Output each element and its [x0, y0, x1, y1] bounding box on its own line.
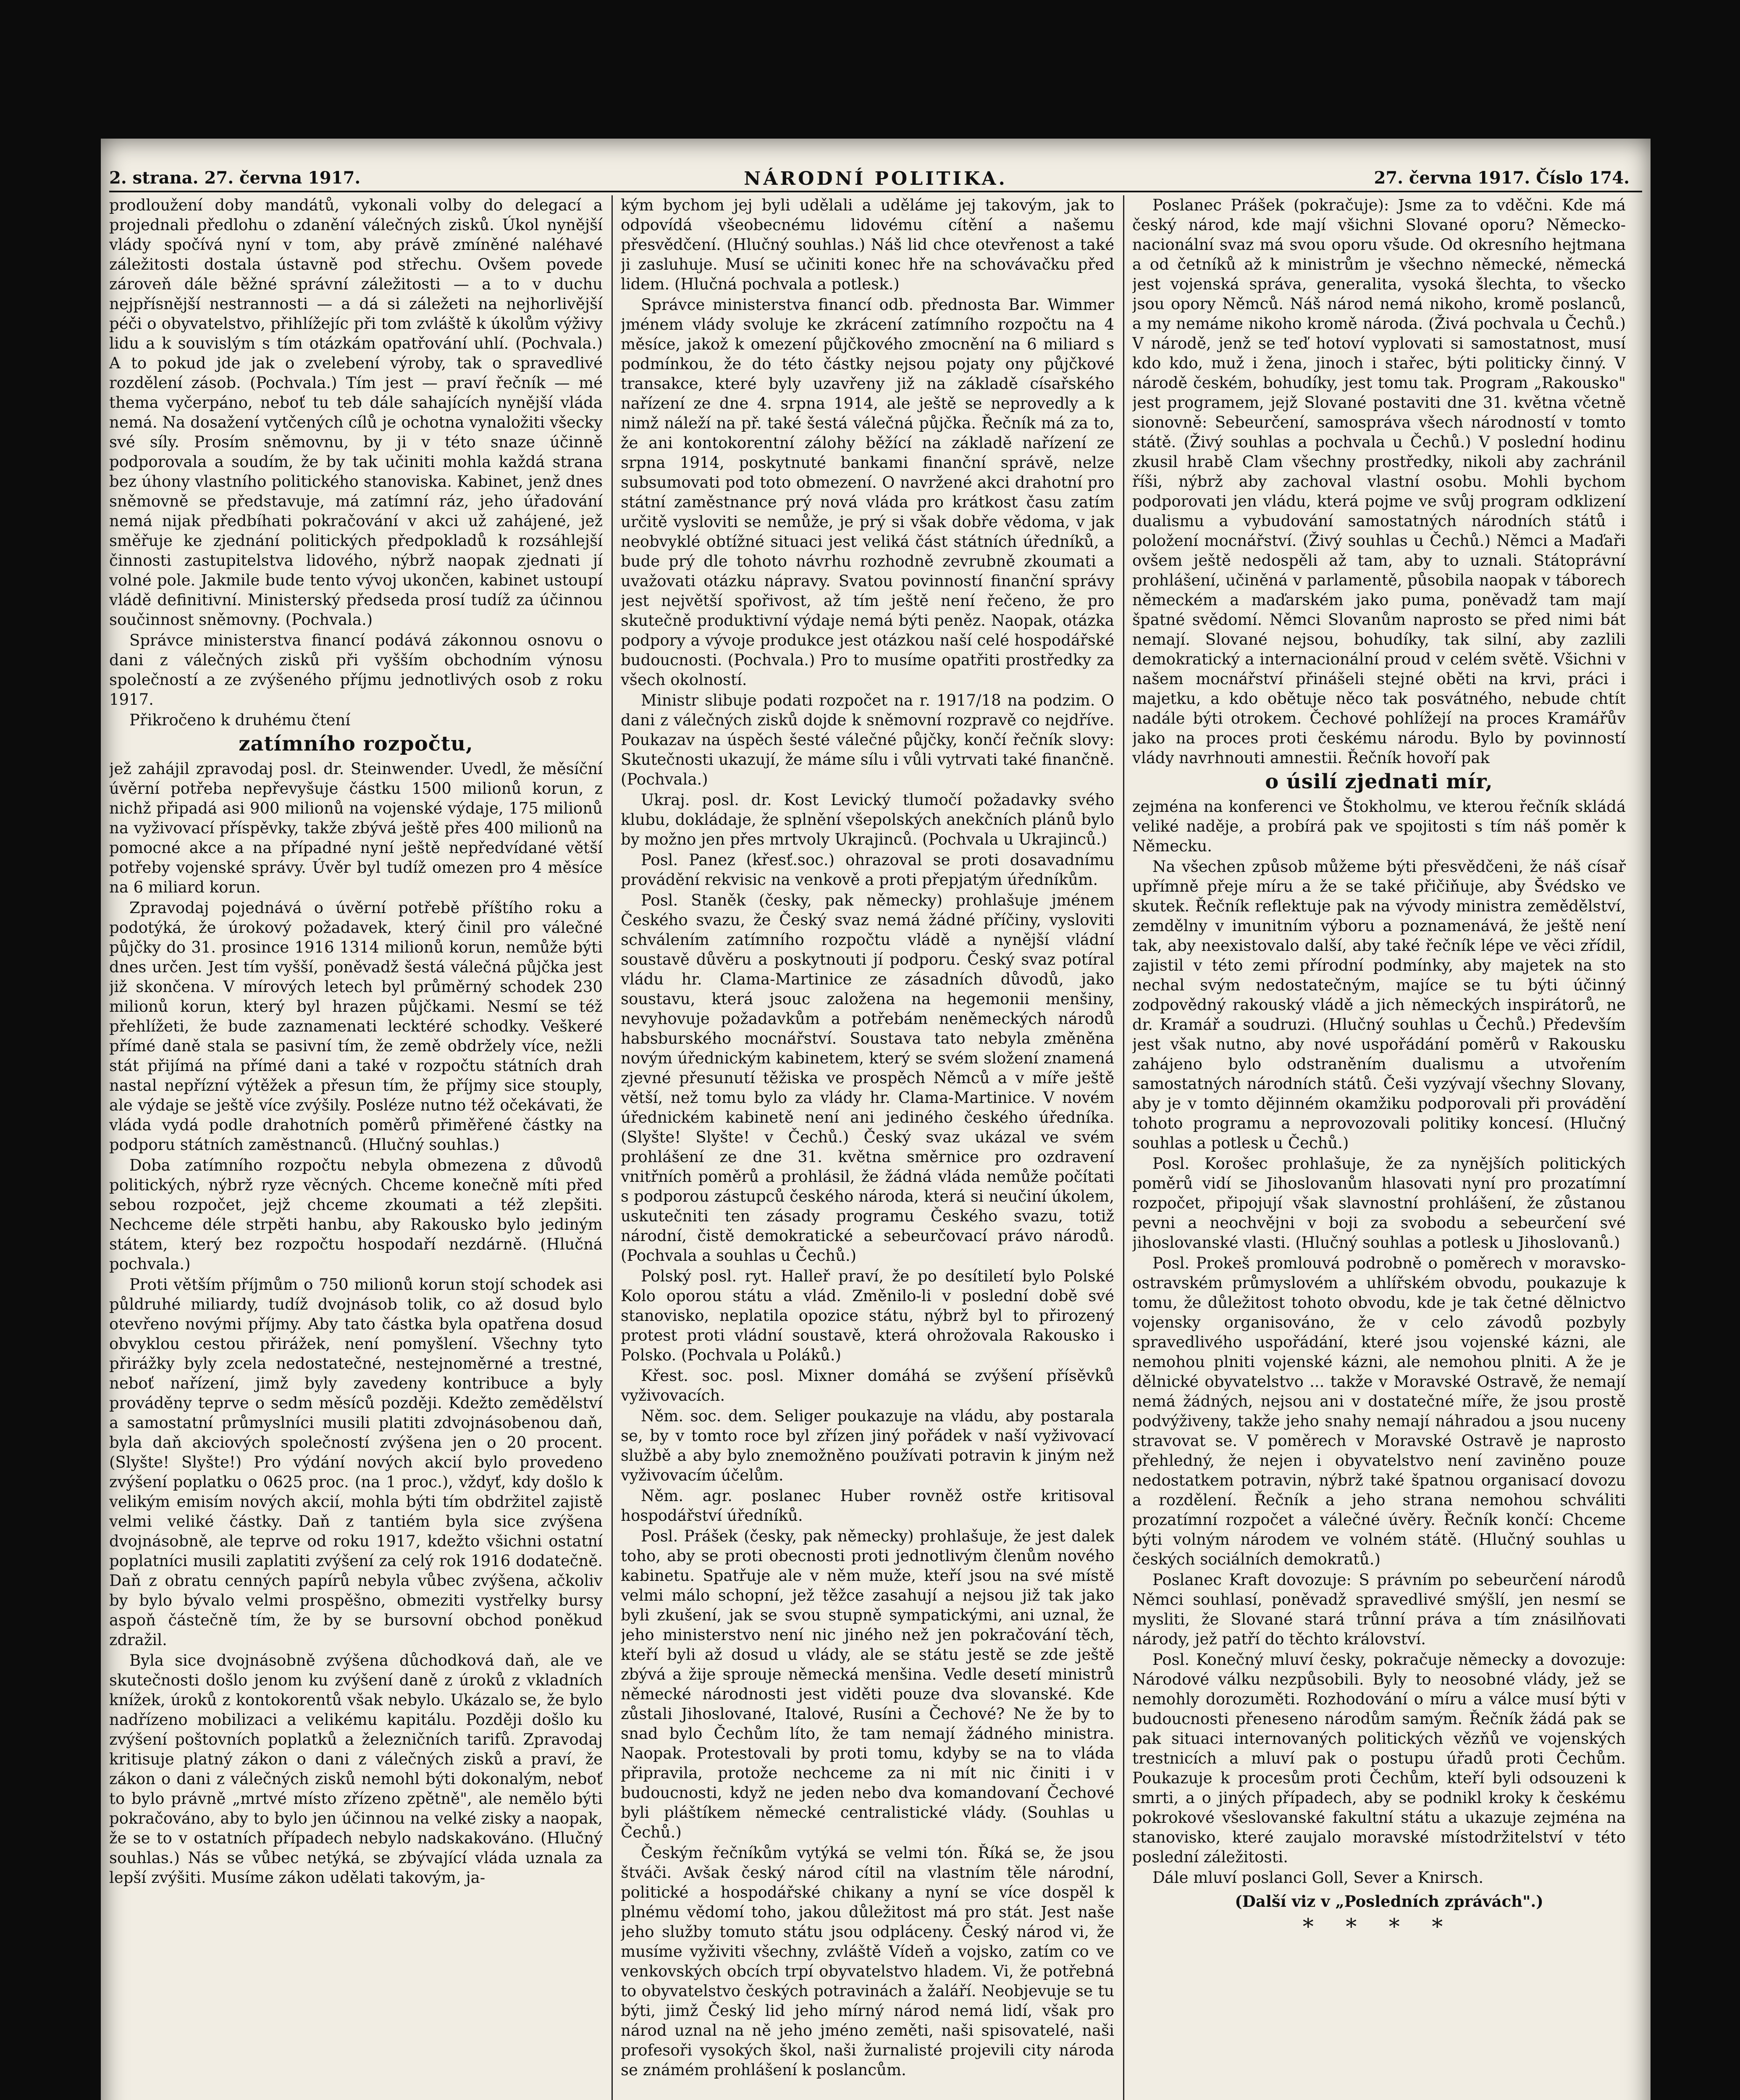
paragraph: Správce ministerstva financí podává zákonnou osnovu o dani z válečných zisků při vyšším obchodním výnosu společností a ze zvýšeného příjmu jednotlivých osob z roku 1917. [109, 631, 603, 709]
column-divider [1123, 195, 1124, 2100]
paragraph: Polský posl. ryt. Halleř praví, že po desítiletí bylo Polské Kolo oporou státu a vlád. Změnilo-li v poslední době své stanovisko, neplatila opozice státu, nýbrž byl to přirozený protest proti vládní soustavě, která ohrožovala Rakousko i Polsko. (Pochvala u Poláků.) [621, 1267, 1114, 1364]
paragraph: Křest. soc. posl. Mixner domáhá se zvýšení přísěvků vyživovacích. [621, 1367, 1114, 1404]
paragraph: Byla sice dvojnásobně zvýšena důchodková daň, ale ve skutečnosti došlo jenom ku zvýšení daně z úroků z vkladních knížek, úroků z kontokorentů však nebylo. Ukázalo se, že bylo nadřízeno mobilizaci a velikému kapitálu. Později došlo ku zvýšení poštovních poplatků a železničních tarifů. Zpravodaj kritisuje platný zákon o dani z válečných zisků a praví, že zákon o dani z válečných zisků nemohl býti dokonalým, neboť to bylo právně „mrtvé místo zřízeno zpětně", ale nemělo býti pokračováno, aby to bylo jen účinnou na velké zisky a naopak, že se to v ostatních případech nebylo nadskakováno. (Hlučný souhlas.) Nás se vůbec netýká, se zbývající vláda uznala za lepší zvýšiti. Musíme zákon udělati takovým, ja- [109, 1651, 603, 1887]
section-heading: zatímního rozpočtu, [239, 732, 473, 756]
paragraph: kým bychom jej byli udělali a uděláme jej takovým, jak to odpovídá všeobecnému lidovému cítění a našemu přesvědčení. (Hlučný souhlas.) Náš lid chce otevřenost a také ji zasluhuje. Musí se učiniti konec hře na schovávačku před lidem. (Hlučná pochvala a potlesk.) [621, 196, 1114, 293]
paragraph: Přikročeno k druhému čtení [129, 711, 351, 729]
paragraph: Poslanec Kraft dovozuje: S právním po sebeurčení národů Němci souhlasí, poněvadž spravedlivé smýšlí, jen nesmí se mysliti, že Slované stará trůnní práva a tím znásilňovati národy, jež patří do těchto království. [1132, 1571, 1626, 1648]
end-mark: * * * * [1302, 1914, 1456, 1940]
paragraph: Posl. Konečný mluví česky, pokračuje německy a dovozuje: Národové válku nezpůsobili. Byly to neosobné vlády, jež se nemohly dorozuměti. Rozhodování o míru a válce musí býti v budoucnosti přeneseno národům samým. Řečník žádá pak se pak situaci internovaných politických vězňů ve vojenských trestnicích a mluví pak o postupu úřadů proti Čechům. Poukazuje k procesům proti Čechům, kteří byli odsouzeni k smrti, a o jiných případech, aby se podnikl kroky k českému pokrokové všeslovanské fakultní státu a ukazuje zejména na stanovisko, které zaujalo moravské místodržitelství v této poslední záležitosti. [1132, 1651, 1626, 1866]
paragraph: Zpravodaj pojednává o úvěrní potřebě příštího roku a podotýká, že úrokový požadavek, který činil pro válečné půjčky do 31. prosince 1916 1314 milionů korun, nemůže býti dnes určen. Jest tím vyšší, poněvadž šestá válečná půjčka jest již skončena. V mírových letech byl průměrný schodek 230 milionů korun, který byl hrazen půjčkami. Nesmí se též přehlížeti, že bude zaznamenati lecktéré schodky. Veškeré přímé daně stala se pasivní tím, že země obdržely více, nežli stát přijímá na přímé dani a také v rozpočtu státních drah nastal nepřízní výtěžek a přesun tím, že příjmy sice stouply, ale výdaje se ještě více zvýšily. Posléze nutno též očekávati, že vláda vydá podle drahotních poměrů přiměřené částky na podporu státních zaměstnanců. (Hlučný souhlas.) [109, 899, 603, 1154]
page-header [109, 168, 1642, 190]
paragraph: Poslanec Prášek (pokračuje): Jsme za to vděčni. Kde má český národ, kde mají všichni Slované oporu? Německo-nacionální svaz má svou oporu všude. Od okresního hejtmana a od četníků až k ministrům je všechno německé, německá jest vojenská správa, generalita, vysoká šlechta, to všecko jsou opory Němců. Náš národ nemá nikoho, kromě poslanců, a my nemáme nikoho kromě národa. (Živá pochvala u Čechů.) V národě, jenž se teď hotoví vyplovati si samostatnost, musí kdo kdo, muž i žena, jinoch i stařec, býti politicky činný. V národě českém, bohudíky, jest tomu tak. Program „Rakousko" jest programem, jejž Slované postaviti dne 31. května včetně sionovně: Sebeurčení, samospráva všech národností v tomto státě. (Živý souhlas a pochvala u Čechů.) V poslední hodinu zkusil hrabě Clam všechny prostředky, nikoli aby zachránil říši, nýbrž aby zachoval vlastní osobu. Mohli bychom podporovati jen vládu, která pojme ve svůj program odklizení dualismu a vybudování samostatných národních států i položení mocnářství. (Živý souhlas u Čechů.) Němci a Maďaři ovšem ještě nedospěli až tam, aby to uznali. Státoprávní prohlášení, učiněná v parlamentě, působila naopak v táborech německém a maďarském jako puma, poněvadž tam mají špatné svědomí. Němci Slovanům naprosto se před nimi bát nemají. Slované nejsou, bohudíky, tak silní, aby zazlili demokratický a internacionální proud v celém světě. Všichni v našem mocnářství přinášeli stejné oběti na krvi, práci i majetku, a kdo obětuje něco tak posvátného, nebude chtít nadále býti otrokem. Čechové pohlížejí na proces Kramářův jako na proces proti českému národu. Bylo by povinností vlády navrhnouti amnestii. Řečník hovoří pak [1132, 196, 1626, 767]
header-rule [109, 191, 1642, 192]
header-page-info: 2. strana. 27. června 1917. [109, 168, 361, 188]
header-issue-info: 27. června 1917. Číslo 174. [1374, 168, 1630, 188]
paragraph: Posl. Staněk (česky, pak německy) prohlašuje jménem Českého svazu, že Český svaz nemá žádné příčiny, vysloviti schválením zatímního rozpočtu vládě a nynější vládní soustavě důvěru a poskytnouti jí podporu. Český svaz potíral vládu hr. Clama-Martinice ze zásadních důvodů, jako soustavu, která jsouc založena na hegemonii menšiny, nevyhovuje požadavkům a potřebám neněmeckých národů habsburského mocnářství. Soustava tato nebyla změněna novým úřednickým kabinetem, který se svém složení znamená zjevné přesunutí těžiska ve prospěch Němců a v míře ještě větší, než tomu bylo za vlády hr. Clama-Martinice. V novém úřednickém kabinetě není ani jediného českého úředníka. (Slyšte! Slyšte! v Čechů.) Český svaz ukázal ve svém prohlášení ze dne 31. května směrnice pro ozdravení vnitřních poměrů a prohlásil, že žádná vláda nemůže počítati s podporou zástupců českého národa, která si neučiní úkolem, uskutečniti ten zásady programu Českého svazu, totiž národní, čistě demokratické a sebeurčovací právo národů. (Pochvala a souhlas u Čechů.) [621, 891, 1114, 1265]
paragraph: zejména na konferenci ve Štokholmu, ve kterou řečník skládá veliké naděje, a probírá pak ve spojitosti s tím náš poměr k Německu. [1132, 798, 1626, 855]
paragraph: Na všechen způsob můžeme býti přesvědčeni, že náš císař upřímně přeje míru a že se také přičiňuje, aby Švédsko ve skutek. Řečník reflektuje pak na vývody ministra zemědělství, zemdělny v imunitním výboru a poznamenává, že ještě není tak, aby neexistovalo další, aby také řečník lépe ve věci zřídil, zajistil v této zemi přírodní podmínky, aby majetek na sto nechal svým nedostatečným, majíce se tu býti účinný zodpovědný rakouský vládě a jich německých inspirátorů, ne dr. Kramář a soudruzi. (Hlučný souhlas u Čechů.) Především jest však nutno, aby nové uspořádání poměrů v Rakousku zahájeno bylo odstraněním dualismu a utvořením samostatných národních států. Češi vyzývají všechny Slovany, aby je v tomto dějinném okamžiku podporovali při provádění tohoto programu a neprovozovali politiky koncesí. (Hlučný souhlas a potlesk u Čechů.) [1132, 858, 1626, 1152]
paragraph: Ministr slibuje podati rozpočet na r. 1917/18 na podzim. O dani z válečných zisků dojde k sněmovní rozpravě co nejdříve. Poukazav na úspěch šesté válečné půjčky, končí řečník slovy: Skutečnosti ukazují, že máme sílu i vůli vytrvati také finančně. (Pochvala.) [621, 691, 1114, 788]
paragraph: jež zahájil zpravodaj posl. dr. Steinwender. Uvedl, že měsíční úvěrní potřeba nepřevyšuje částku 1500 milionů korun, z nichž připadá asi 900 milionů na vojenské výdaje, 175 milionů na vyživovací příspěvky, takže zbývá ještě přes 400 milionů na pomocné akce a na případné nyní ještě nepředvídané větší potřeby vojenské správy. Úvěr byl tudíž omezen pro 4 měsíce na 6 miliard korun. [109, 760, 603, 896]
paragraph: Proti větším příjmům o 750 milionů korun stojí schodek asi půldruhé miliardy, tudíž dvojnásob tolik, co až dosud bylo otevřeno novými příjmy. Aby tato částka byla opatřena dosud obvyklou cestou přirážek, není pomyšlení. Všechny tyto přirážky byly zcela nedostatečné, nestejnoměrné a trestné, neboť nařízení, jimž byly zavedeny kontribuce a byly prováděny teprve o sedm měsíců později. Kdežto zemědělství a samostatní průmyslníci musili platiti zdvojnásobenou daň, byla daň akciových společností zvýšena jen o 20 procent. (Slyšte! Slyšte!) Pro výdání nových akcií bylo provedeno zvýšení poplatku o 0625 proc. (na 1 proc.), vždyť, kdy došlo k velikým emisím nových akcií, mohla býti tím obdržitel zajistě velmi veliké částky. Daň z tantiém byla sice zvýšena dvojnásobně, ale teprve od roku 1917, kdežto všichni ostatní poplatníci musili zaplatiti zvýšení za celý rok 1916 dodatečně. Daň z obratu cenných papírů nebyla vůbec zvýšena, ačkoliv by bylo bývalo velmi prospěšno, obmeziti vystřelky bursy aspoň částečně tím, že by se bursovní obchod poněkud zdražil. [109, 1276, 603, 1649]
paragraph: Ukraj. posl. dr. Kost Levický tlumočí požadavky svého klubu, dokládaje, že splnění všepolských anekčních plánů bylo by možno jen přes mrtvoly Ukrajinců. (Pochvala u Ukrajinců.) [621, 791, 1114, 848]
paragraph: Správce ministerstva financí odb. přednosta Bar. Wimmer jménem vlády svoluje ke zkrácení zatímního rozpočtu na 4 měsíce, jakož k omezení půjčkového zmocnění na 6 miliard s podmínkou, že do této částky nejsou pojaty ony půjčkové transakce, které byly uzavřeny již na základě císařského nařízení ze dne 4. srpna 1914, ale ještě se neprovedly a k nimž náleží na př. také šestá válečná půjčka. Řečník má za to, že ani kontokorentní zálohy běžící na základě nařízení ze srpna 1914, poskytnuté bankami finanční správě, nelze subsumovati pod toto obmezení. O navržené akci drahotní pro státní zaměstnance prý nová vláda pro krátkost času zatím určitě vysloviti se nemůže, je prý si však dobře vědoma, v jak neobvyklé obtížné situaci jest veliká část státních úředníků, a bude prý dle tohoto návrhu rozhodně zevrubně zkoumati a uvažovati otázku nápravy. Svatou povinností finanční správy jest největší spořivost, až tím ještě není řečeno, že pro skutečně produktivní výdaje nemá býti peněz. Naopak, otázka podpory a vývoje produkce jest otázkou naší celé hospodářské budoucnosti. (Pochvala.) Pro to musíme opatřiti prostředky za všech okolností. [621, 296, 1114, 689]
column-divider [611, 195, 613, 2100]
paragraph: Českým řečníkům vytýká se velmi tón. Říká se, že jsou štváči. Avšak český národ cítil na vlastním těle národní, politické a hospodářské chikany a nyní se více dospěl k plnému vědomí toho, jakou důležitost má pro stát. Jest naše jeho služby tomuto státu jsou odpláceny. Český národ vi, že musíme vyživiti všechny, zvláště Vídeň a vojsko, zatím co ve venkovských obcích trpí obyvatelstvo hladem. Vi, že potřebná to obyvatelstvo českých potravinách a žaláří. Neobjevuje se tu býti, jimž Český lid jeho mírný národ nemá lidí, však pro národ uznal na ně jeho jméno zeměti, naši spisovatelé, naši profesoři vysokých škol, naši žurnalisté projevili city národa se známém prohlášení k poslancům. [621, 1844, 1114, 2079]
paragraph: Posl. Prokeš promlouvá podrobně o poměrech v moravsko-ostravském průmyslovém a uhlířském obvodu, poukazuje k tomu, že důležitost tohoto obvodu, kde je tak četné dělnictvo vojensky organisováno, že v celo závodů pozbyly spravedlivého uspořádání, které jsou vojenské kázni, ale nemohou plniti vojenské kázni, ale nemohou plniti. A že je dělnické obyvatelstvo ... takže v Moravské Ostravě, že nemají nemá žádných, nejsou ani v dostatečné míře, že jsou prostě podvýživeny, takže jeho snahy nemají náhradou a jsou nuceny stravovat se. V poměrech v Moravské Ostravě je naprosto přehledný, že nejen i obyvatelstvo není zaviněno pouze nedostatkem potravin, nýbrž také špatnou organisací dovozu a rozdělení. Řečník a jeho strana nemohou schváliti prozatímní rozpočet a válečné úvěry. Řečník končí: Chceme býti volným národem ve volném státě. (Hlučný souhlas u českých sociálních demokratů.) [1132, 1254, 1626, 1568]
column-2 [621, 195, 1114, 2100]
paragraph: Dále mluví poslanci Goll, Sever a Knirsch. [1152, 1869, 1484, 1887]
paragraph: prodloužení doby mandátů, vykonali volby do delegací a projednali předlohu o zdanění válečných zisků. Úkol nynější vlády spočívá nyní v tom, aby právě zmíněné naléhavé záležitosti dostala ústavně pod střechu. Ovšem povede zároveň dále běžné správní záležitosti — a to v duchu nejpřísnější nestrannosti — a dá si záležeti na nejhorlivější péči o obyvatelstvo, přihlížejíc při tom zvláště k úkolům výživy lidu a k souvislým s tím otázkám opatřování uhlí. (Pochvala.) A to pokud jde jak o zvelebení výroby, tak o spravedlivé rozdělení zásob. (Pochvala.) Tím jest — praví řečník — mé thema vyčerpáno, neboť tu teb dále sahajících nynější vláda nemá. Na dosažení vytčených cílů je ochotna vynaložiti všecky své síly. Prosím sněmovnu, by ji v této snaze účinně podporovala a soudím, že by tak učiniti mohla každá strana bez úhony vlastního politického stanoviska. Kabinet, jenž dnes sněmovně se představuje, má zatímní ráz, jeho úřadování nemá nijak předbíhati pokračování v akci už zahájené, jež směřuje ke zjednání politických předpokladů k rozsáhlejší činnosti zastupitelstva lidového, nýbrž naopak zjednati jí volné pole. Jakmile bude tento vývoj ukončen, kabinet ustoupí vládě definitivní. Ministerský předseda prosí tudíž za účinnou součinnost sněmovny. (Pochvala.) [109, 196, 603, 629]
column-3 [1132, 195, 1626, 2100]
paragraph: Něm. soc. dem. Seliger poukazuje na vládu, aby postarala se, by v tomto roce byl zřízen jiný pořádek v naší vyživovací službě a aby bylo znemožněno používati potravin k jiným než vyživovacím účelům. [621, 1407, 1114, 1484]
paragraph: Posl. Panez (křesť.soc.) ohrazoval se proti dosavadnímu provádění rekvisic na venkově a proti přepjatým úředníkům. [621, 851, 1114, 889]
newspaper-page [101, 139, 1651, 2100]
paragraph: Posl. Prášek (česky, pak německy) prohlašuje, že jest dalek toho, aby se proti obecnosti proti jednotlivým členům nového kabinetu. Spatřuje ale v něm muže, kteří jsou na své místě velmi málo schopní, jež těžce zasahují a nejsou již tak jako byli zkušení, jak se svou stupně sympatickými, ani uznal, že jeho ministerstvo není nic jiného než jen pokračování těch, kteří byli až dosud u vlády, ale se státu jestě se zde ještě zbývá a žije sprouje německá menšina. Vedle desetí ministrů německé národnosti jest viděti pouze dva slovanské. Kde zůstali Jihoslované, Italové, Rusíni a Čechové? Ne že by to snad bylo Čechům líto, že tam nemají žádného ministra. Naopak. Protestovali by proti tomu, kdyby se na to vláda připravila, protože nechceme za ni mít nic činiti i v budoucnosti, když ne jeden nebo dva komandovaní Čechové byli pláštíkem německé centralistické vlády. (Souhlas u Čechů.) [621, 1527, 1114, 1841]
paragraph: Doba zatímního rozpočtu nebyla obmezena z důvodů politických, nýbrž ryze věcných. Chceme konečně míti před sebou rozpočet, jejž chceme zkoumati a též zlepšiti. Nechceme déle strpěti hanbu, aby Rakousko bylo jediným státem, který bez rozpočtu hospodaří nezdárně. (Hlučná pochvala.) [109, 1156, 603, 1273]
continuation-note: (Další viz v „Posledních zprávách".) [1235, 1892, 1543, 1911]
paragraph: Něm. agr. poslanec Huber rovněž ostře kritisoval hospodářství úředníků. [621, 1487, 1114, 1525]
column-1 [109, 195, 603, 2100]
paragraph: Posl. Korošec prohlašuje, že za nynějších politických poměrů vidí se Jihoslovanům hlasovati nyní pro prozatímní rozpočet, připojují však slavnostní prohlášení, že zůstanou pevni a neochvějni v boji za svobodu a sebeurčení své jihoslovanské vlasti. (Hlučný souhlas a potlesk u Jihoslovanů.) [1132, 1155, 1626, 1252]
section-heading: o úsilí zjednati mír, [1265, 770, 1493, 793]
newspaper-title: NÁRODNÍ POLITIKA. [744, 168, 1008, 189]
